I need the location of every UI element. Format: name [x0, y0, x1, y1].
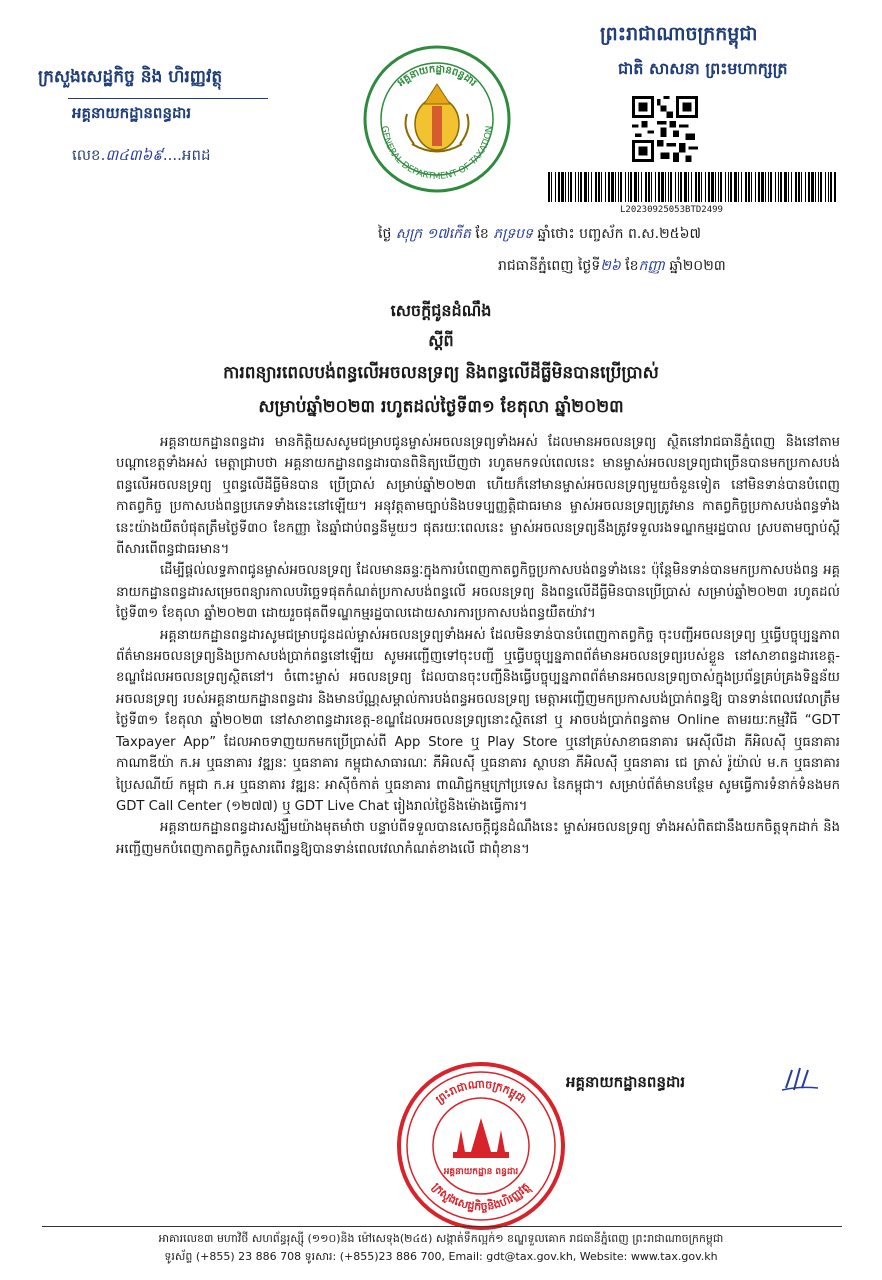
lunar-month-label: ខែ — [475, 226, 489, 242]
kingdom-name: ព្រះរាជាណាចក្រកម្ពុជា — [600, 23, 758, 45]
barcode-code: L20230925053BTD2499 — [620, 205, 723, 215]
lunar-day-handwritten: សុក្រ ១៧កើត — [395, 226, 471, 242]
ministry-name: ក្រសួងសេដ្ឋកិច្ច និង ហិរញ្ញវត្ថុ — [38, 67, 223, 87]
ref-suffix: ....អពដ — [162, 146, 211, 164]
stamp-top-text: ព្រះរាជាណាចក្រកម្ពុជា — [433, 1077, 529, 1107]
seal-khmer-text: អគ្គនាយកដ្ឋានពន្ធដារ — [395, 63, 479, 89]
ministry-underline — [68, 98, 268, 99]
national-motto: ជាតិ សាសនា ព្រះមហាក្សត្រ — [618, 59, 788, 78]
paragraph-1: អគ្គនាយកដ្ឋានពន្ធដារ មានកិត្តិយសសូមជម្រាបជូនម្ចាស់អចលនទ្រព្យទាំងអស់ ដែលមានអចលនទ្រព្យ ស្ថិតនៅរាជធានីភ្នំពេញ និងនៅតាមបណ្ដាខេត្តទាំងអស់ មេត្តាជ្រាបថា អគ្គនាយកដ្ឋានពន្ធដារបានពិនិត្យឃើញថា រហូតមកទល់ពេលនេះ មានម្ចាស់អចលនទ្រព្យជាច្រើនបានមកប្រកាសបង់ពន្ធលើអចលនទ្រព្យ ឬពន្ធលើដីធ្លីមិនបាន ប្រើប្រាស់ សម្រាប់ឆ្នាំ២០២៣ ហើយក៏នៅមានម្ចាស់អចលនទ្រព្យមួយចំនួនទៀត នៅមិនទាន់បានបំពេញកាតព្វកិច្ច ប្រកាសបង់ពន្ធប្រភេទទាំងនេះនៅឡើយ។ អនុវត្តតាមច្បាប់និងបទប្បញ្ញត្តិជាធរមាន ម្ចាស់អចលនទ្រព្យត្រូវមាន កាតព្វកិច្ចប្រកាសបង់ពន្ធទាំងនេះយ៉ាងយឺតបំផុតត្រឹមថ្ងៃទី៣០ ខែកញ្ញា នៃឆ្នាំជាប់ពន្ធនីមួយៗ ផុតរយៈពេលនេះ ម្ចាស់អចលនទ្រព្យនឹងត្រូវទទួលរងទណ្ឌកម្មរដ្ឋបាល ស្របតាមច្បាប់ស្ដីពីសារពើពន្ធជាធរមាន។ — [116, 435, 840, 558]
stamp-bottom-text: ក្រសួងសេដ្ឋកិច្ចនិងហិរញ្ញវត្ថុ — [429, 1180, 533, 1214]
lunar-year: ឆ្នាំថោះ បញ្ចស័ក ព.ស.២៥៦៧ — [537, 226, 701, 242]
signer-title: អគ្គនាយកដ្ឋានពន្ធដារ — [566, 1073, 686, 1091]
solar-year: ឆ្នាំ២០២៣ — [669, 258, 726, 274]
qr-code-icon — [632, 96, 698, 162]
notice-subject-line1: ការពន្យារពេលបង់ពន្ធលើអចលនទ្រព្យ និងពន្ធលើដីធ្លីមិនបានប្រើប្រាស់ — [223, 363, 659, 383]
lunar-date — [378, 224, 701, 245]
notice-body — [116, 432, 840, 860]
ref-prefix: លេខ — [72, 146, 101, 164]
official-stamp — [395, 1060, 567, 1232]
solar-prefix: រាជធានីភ្នំពេញ ថ្ងៃទី — [498, 258, 601, 274]
solar-month-label: ខែ — [625, 258, 639, 274]
solar-date — [498, 256, 726, 277]
footer-contact: ទូរស័ព្ទ (+855) 23 886 708 ទូរសារ: (+855)23 886 700, Email: gdt@tax.gov.kh, Website: www.tax.gov.kh — [164, 1250, 718, 1263]
footer-address: អាគារលេខ៣ មហាវិថី សហព័ន្ធរុស្ស៊ី (១១០)និង ម៉ៅសេទុង(២៤៥) សង្កាត់ទឹកល្អក់១ ខណ្ឌទួលគោក រាជធានីភ្នំពេញ ព្រះរាជាណាចក្រកម្ពុជា — [158, 1232, 724, 1245]
barcode-icon — [548, 172, 836, 202]
reference-number: លេខ.៣៤៣៦៩....អពដ — [72, 146, 211, 164]
solar-month-handwritten: កញ្ញា — [638, 258, 665, 274]
notice-subject-label: ស្ដីពី — [428, 331, 454, 350]
seal-text: GENERAL DEPARTMENT OF TAXATION — [378, 125, 496, 183]
notice-subject-line2: សម្រាប់ឆ្នាំ២០២៣ រហូតដល់ថ្ងៃទី៣១ ខែតុលា ឆ្នាំ២០២៣ — [258, 397, 624, 417]
svg-text:ក្រសួងសេដ្ឋកិច្ចនិងហិរញ្ញវត្ថុ — [430, 1180, 535, 1213]
paragraph-4: អគ្គនាយកដ្ឋានពន្ធដារសង្ឃឹមយ៉ាងមុតមាំថា បន្ទាប់ពីទទួលបានសេចក្ដីជូនដំណឹងនេះ ម្ចាស់អចលនទ្រព្យ ទាំងអស់ពិតជានឹងយកចិត្តទុកដាក់ និងអញ្ជើញមកបំពេញកាតព្វកិច្ចសារពើពន្ធឱ្យបានទាន់ពេលវេលាកំណត់ខាងលើ ជាពុំខាន។ — [116, 820, 840, 857]
solar-day-handwritten: ២៦ — [600, 258, 621, 274]
paragraph-2: ដើម្បីផ្ដល់លទ្ធភាពជូនម្ចាស់អចលនទ្រព្យ ដែលមានឆន្ទៈក្នុងការបំពេញកាតព្វកិច្ចប្រកាសបង់ពន្ធទាំងនេះ ប៉ុន្តែមិនទាន់បានមកប្រកាសបង់ពន្ធ អគ្គនាយកដ្ឋានពន្ធដារសម្រេចពន្យារកាលបរិច្ឆេទផុតកំណត់ប្រកាសបង់ពន្ធលើ អចលនទ្រព្យ និងពន្ធលើដីធ្លីមិនបានប្រើប្រាស់ សម្រាប់ឆ្នាំ២០២៣ រហូតដល់ថ្ងៃទី៣១ ខែតុលា ឆ្នាំ២០២៣ ដោយរួចផុតពីទណ្ឌកម្មរដ្ឋបាលដោយសារការប្រកាសបង់ពន្ធយឺតយ៉ាវ។ — [116, 563, 840, 622]
department-name: អគ្គនាយកដ្ឋានពន្ធដារ — [72, 104, 192, 122]
paragraph-3: អគ្គនាយកដ្ឋានពន្ធដារសូមជម្រាបជូនដល់ម្ចាស់អចលនទ្រព្យទាំងអស់ ដែលមិនទាន់បានបំពេញកាតព្វកិច្ច ចុះបញ្ជីអចលនទ្រព្យ ឬធ្វើបច្ចុប្បន្នភាពព័ត៌មានអចលនទ្រព្យនិងប្រកាសបង់ប្រាក់ពន្ធនៅឡើយ សូមអញ្ជើញទៅចុះបញ្ជី ឬធ្វើបច្ចុប្បន្នភាពព័ត៌មានអចលនទ្រព្យរបស់ខ្លួន នៅសាខាពន្ធដារខេត្ត-ខណ្ឌដែលអចលនទ្រព្យស្ថិតនៅ។ ចំពោះម្ចាស់ អចលនទ្រព្យ ដែលបានចុះបញ្ជីនិងធ្វើបច្ចុប្បន្នភាពព័ត៌មានអចលនទ្រព្យចាស់ក្នុងប្រព័ន្ធគ្រប់គ្រងទិន្នន័យអចលនទ្រព្យ របស់អគ្គនាយកដ្ឋានពន្ធដារ និងមានប័ណ្ណសម្គាល់ការបង់ពន្ធអចលនទ្រព្យ មេត្តាអញ្ជើញមកប្រកាសបង់ប្រាក់ពន្ធឱ្យ បានទាន់ពេលវេលាត្រឹមថ្ងៃទី៣១ ខែតុលា ឆ្នាំ២០២៣ នៅសាខាពន្ធដារខេត្ត-ខណ្ឌដែលអចលនទ្រព្យនោះស្ថិតនៅ ឬ អាចបង់ប្រាក់ពន្ធតាម Online តាមរយៈកម្មវិធី “GDT Taxpayer App” ដែលអាចទាញយកមកប្រើប្រាស់ពី App Store ឬ Play Store ឬនៅគ្រប់សាខាធនាគារ អេស៊ីលីដា ភីអិលស៊ី ឬធនាគារ កាណាឌីយ៉ា ក.អ ឬធនាគារ វឌ្ឍនៈ ឬធនាគារ កម្ពុជាសាធារណៈ ភីអិលស៊ី ឬធនាគារ ស្ថាបនា ភីអិលស៊ី ឬធនាគារ ជេ ត្រាស់ រ៉ូយ៉ាល់ ម.ក ឬធនាគារ ប្រៃសណីយ៍ កម្ពុជា ក.អ ឬធនាគារ វឌ្ឍនៈ អាស៊ីចំកាត់ ឬធនាគារ ពាណិជ្ជកម្មក្រៅប្រទេស នៃកម្ពុជា។ សម្រាប់ព័ត៌មានបន្ថែម សូមធ្វើការទំនាក់ទំនងមក GDT Call Center (១២៧៧) ឬ GDT Live Chat រៀងរាល់ថ្ងៃនិងម៉ោងធ្វើការ។ — [116, 627, 840, 814]
stamp-center-text: អគ្គនាយកដ្ឋាន ពន្ធដារ — [443, 1167, 519, 1177]
footer-divider — [42, 1226, 842, 1227]
gdt-logo-seal — [362, 44, 512, 194]
lunar-prefix: ថ្ងៃ — [378, 226, 392, 242]
svg-text:ព្រះរាជាណាចក្រកម្ពុជា — [433, 1078, 529, 1107]
ref-number: ៣៤៣៦៩ — [105, 146, 163, 164]
lunar-month-handwritten: ភទ្របទ — [493, 226, 533, 242]
signature-mark — [780, 1064, 820, 1094]
notice-title: សេចក្ដីជូនដំណឹង — [390, 301, 492, 320]
